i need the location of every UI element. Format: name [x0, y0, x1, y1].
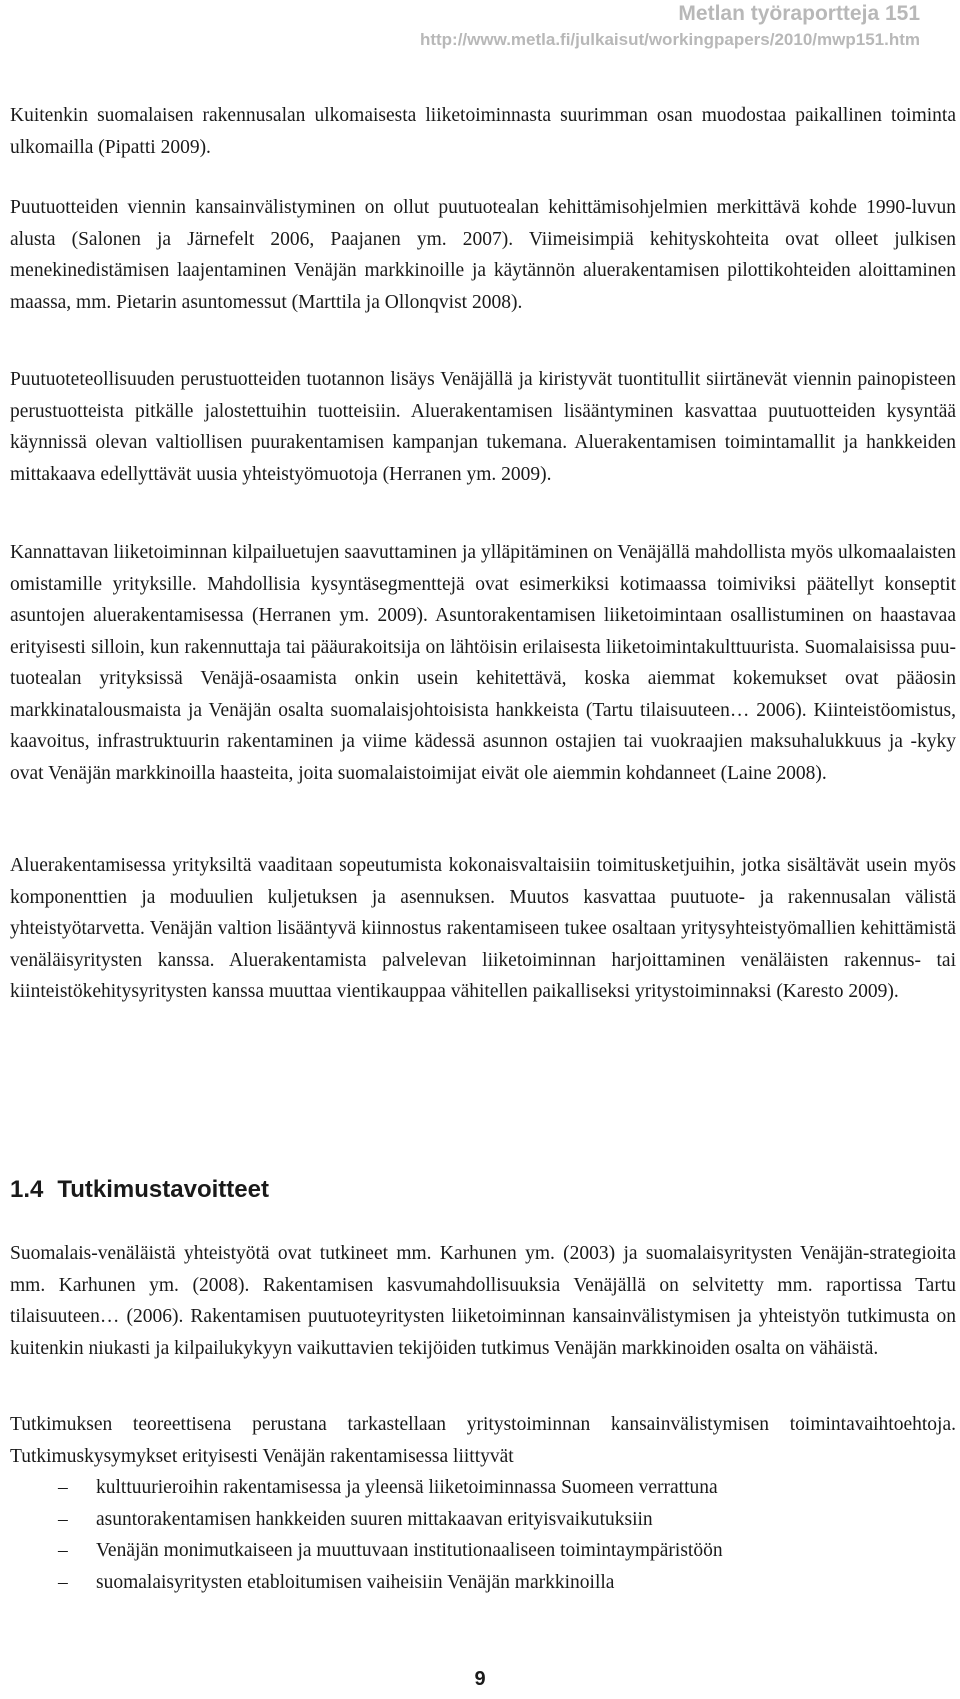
dash-bullet: – — [58, 1508, 68, 1530]
paragraph — [10, 850, 956, 1008]
paragraph-3: Puutuoteteollisuuden perustuotteiden tuotannon lisäys Venäjällä ja kiristyvät tuontitullit siirtänevät viennin painopisteen perustuotteista pitkälle jalostettuihin tuotteisiin. Aluerakentamisen lisääntyminen kasvattaa puutuotteiden kysyntää käynnissä olevan valtiollisen puurakentamisen kampanjan tukemana. Aluerakentamisen toimintamallit ja hankkeiden mittakaava edellyttävät uusia yhteistyömuotoja (Herranen ym. 2009). — [10, 369, 956, 485]
bullet-list — [10, 1472, 956, 1598]
list-item: – kulttuurieroihin rakentamisessa ja yleensä liiketoiminnassa Suomeen verrattuna — [10, 1472, 956, 1504]
section-heading — [10, 1176, 269, 1204]
section-paragraph-2: Tutkimuksen teoreettisena perustana tarkastellaan yritystoiminnan kansainvälistymisen toimintavaihtoehtoja. Tutkimuskysymykset erityisesti Venäjän rakentamisessa liittyvät — [10, 1414, 956, 1467]
paragraph — [10, 192, 956, 318]
list-item: – Venäjän monimutkaiseen ja muuttuvaan institutionaaliseen toimintaympäristöön — [10, 1535, 956, 1567]
series-url[interactable]: http://www.metla.fi/julkaisut/workingpapers/2010/mwp151.htm — [419, 30, 920, 49]
paragraph-5: Aluerakentamisessa yrityksiltä vaaditaan sopeutumista kokonaisvaltaisiin toimitusketjuihin, jotka sisältävät usein myös komponenttien ja moduulien kuljetuksen ja asennuksen. Muutos kasvattaa puutuote- ja rakennusalan välistä yhteistyötarvetta. Venäjän valtion lisääntyvä kiinnostus rakentamiseen tukee osaltaan yritysyhteistyömallien kehittämistä venäläisyritysten kanssa. Aluerakentamista palvelevan liiketoiminnan harjoittaminen venäläisten rakennus- tai kiinteistökehitysyritysten kanssa muuttaa vientikauppaa vähitellen paikalliseksi yritystoiminnaksi (Karesto 2009). — [10, 855, 956, 1002]
dash-bullet: – — [58, 1571, 68, 1593]
dash-bullet: – — [58, 1540, 68, 1561]
paragraph — [10, 100, 956, 163]
paragraph-2: Puutuotteiden viennin kansainvälistyminen on ollut puutuotealan kehittämisohjelmien merkittävä kohde 1990-luvun alusta (Salonen ja Järnefelt 2006, Paajanen ym. 2007). Viimeisimpiä kehityskohteita ovat olleet julkisen menekinedistämisen laajentaminen Venäjän markkinoille ja käytännön aluerakentamisen pilottikohteiden aloittaminen maassa, mm. Pietarin asuntomessut (Marttila ja Ollonqvist 2008). — [10, 197, 956, 313]
series-title: Metlan työraportteja 151 — [678, 2, 920, 25]
page-header — [420, 0, 920, 52]
section-paragraph-1: Suomalais-venäläistä yhteistyötä ovat tutkineet mm. Karhunen ym. (2003) ja suomalaisyritysten Venäjän-strategioita mm. Karhunen ym. (2008). Rakentamisen kasvumahdollisuuksia Venäjällä on selvitetty mm. raportissa Tartu tilaisuuteen… (2006). Rakentamisen puutuoteyritysten liiketoiminnan kansainvälistymisen ja yhteistyön tutkimusta on kuitenkin niukasti ja kilpailukykyyn vaikuttavien tekijöiden tutkimus Venäjän markkinoiden osalta on vähäistä. — [10, 1243, 956, 1359]
section-title: Tutkimustavoitteet — [57, 1176, 269, 1203]
list-item: – suomalaisyritysten etabloitumisen vaiheisiin Venäjän markkinoilla — [10, 1567, 956, 1599]
paragraph — [10, 364, 956, 490]
paragraph — [10, 537, 956, 789]
page-number: 9 — [474, 1668, 486, 1690]
paragraph — [10, 1238, 956, 1364]
paragraph-1: Kuitenkin suomalaisen rakennusalan ulkomaisesta liiketoiminnasta suurimman osan muodostaa paikallinen toiminta ulkomailla (Pipatti 2009). — [10, 105, 956, 158]
list-item: – asuntorakentamisen hankkeiden suuren mittakaavan erityisvaikutuksiin — [10, 1504, 956, 1536]
paragraph-4: Kannattavan liiketoiminnan kilpailuetujen saavuttaminen ja ylläpitäminen on Venäjällä mahdollista myös ulkomaalaisten omistamille yrityksille. Mahdollisia kysyntäsegmenttejä ovat esimerkiksi kotimaassa toimiviksi päätellyt konseptit asuntojen aluerakentamisessa (Herranen ym. 2009). Asuntorakentamisen liiketoimintaan osallistuminen on haastavaa erityisesti silloin, kun rakennuttaja tai pääurakoitsija on lähtöisin erilaisesta liiketoimintakulttuurista. Suomalaisissa puutuotealan yrityksissä Venäjä-osaamista onkin usein kehitettävä, koska aiemmat kokemukset ovat pääosin markkinatalousmaista ja Venäjän osalta suomalaisjohtoisista hankkeista (Tartu tilaisuuteen… 2006). Kiinteistöomistus, kaavoitus, infrastruktuurin rakentaminen ja viime kädessä asunnon ostajien tai vuokraajien maksuhalukkuus ja -kyky ovat Venäjän markkinoilla haasteita, joita suomalaistoimijat eivät ole aiemmin kohdanneet (Laine 2008). — [10, 542, 956, 784]
section-number: 1.4 — [10, 1176, 44, 1203]
paragraph — [10, 1409, 956, 1472]
dash-bullet: – — [58, 1477, 68, 1498]
